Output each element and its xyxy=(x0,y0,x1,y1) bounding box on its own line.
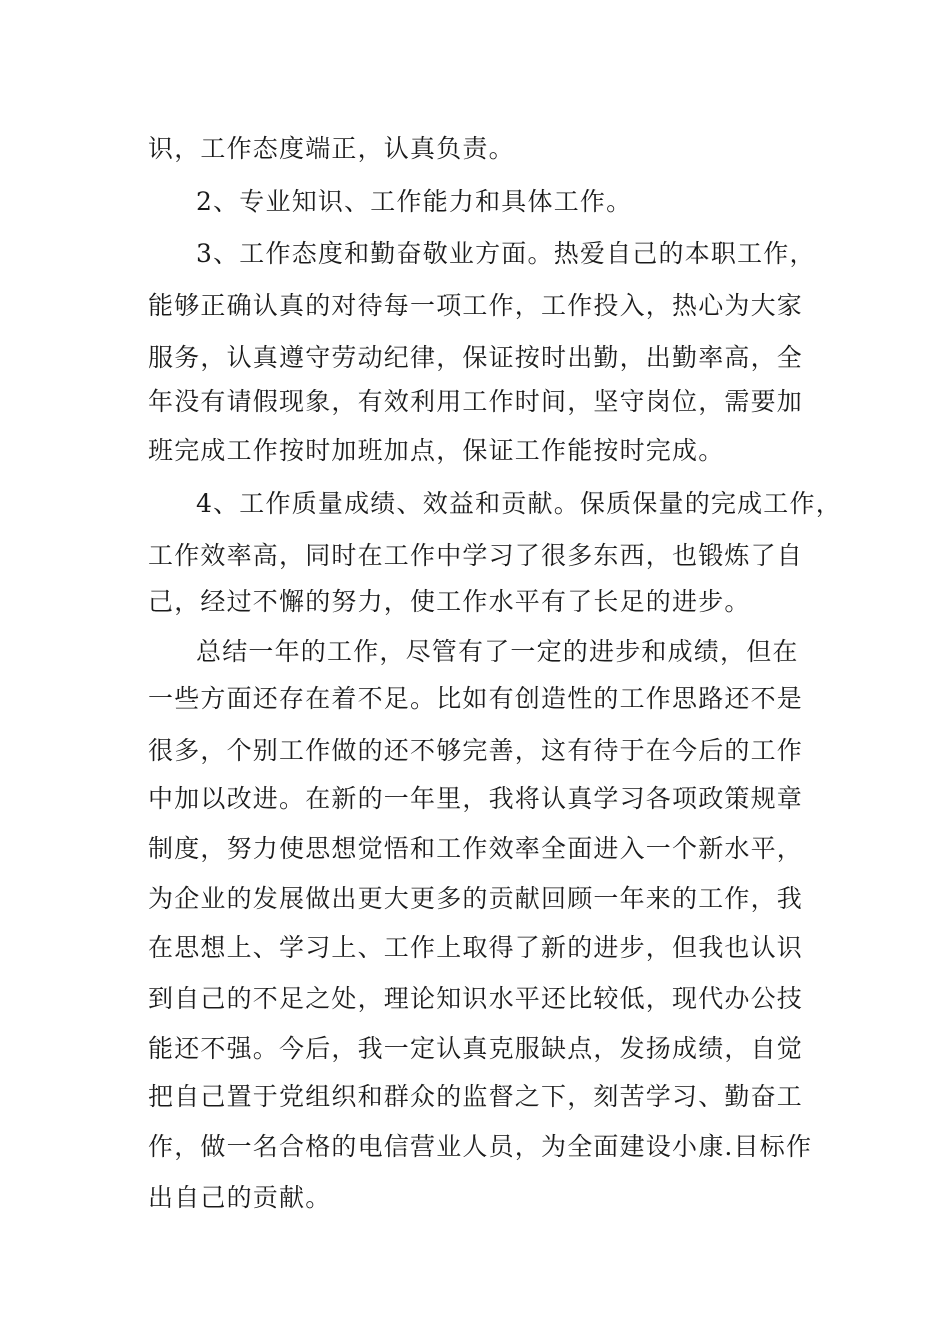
text-line: 制度，努力使思想觉悟和工作效率全面进入一个新水平， xyxy=(148,834,804,863)
text-line: 工作效率高，同时在工作中学习了很多东西，也锻炼了自 xyxy=(148,541,804,570)
text-line: 在思想上、学习上、工作上取得了新的进步，但我也认识 xyxy=(148,933,804,962)
text-line: 总结一年的工作，尽管有了一定的进步和成绩，但在 xyxy=(196,637,799,666)
text-line: 很多，个别工作做的还不够完善，这有待于在今后的工作 xyxy=(148,736,804,765)
text-line: 中加以改进。在新的一年里，我将认真学习各项政策规章 xyxy=(148,784,804,813)
text-line: 能够正确认真的对待每一项工作，工作投入，热心为大家 xyxy=(148,291,804,320)
text-line: 班完成工作按时加班加点，保证工作能按时完成。 xyxy=(148,436,725,465)
text-line: 出自己的贡献。 xyxy=(148,1183,332,1212)
text-line: 为企业的发展做出更大更多的贡献回顾一年来的工作，我 xyxy=(148,884,804,913)
text-line: 一些方面还存在着不足。比如有创造性的工作思路还不是 xyxy=(148,684,804,713)
text-line: 能还不强。今后，我一定认真克服缺点，发扬成绩，自觉 xyxy=(148,1034,804,1063)
text-line: 作，做一名合格的电信营业人员，为全面建设小康.目标作 xyxy=(148,1132,813,1161)
text-line: 把自己置于党组织和群众的监督之下，刻苦学习、勤奋工 xyxy=(148,1082,804,1111)
text-line: 己，经过不懈的努力，使工作水平有了长足的进步。 xyxy=(148,587,751,616)
text-line: 2、专业知识、工作能力和具体工作。 xyxy=(196,187,633,216)
text-line: 4、工作质量成绩、效益和贡献。保质保量的完成工作， xyxy=(196,489,842,518)
text-line: 年没有请假现象，有效利用工作时间，坚守岗位，需要加 xyxy=(148,387,804,416)
text-line: 到自己的不足之处，理论知识水平还比较低，现代办公技 xyxy=(148,984,804,1013)
text-line: 识，工作态度端正，认真负责。 xyxy=(148,134,515,163)
text-line: 服务，认真遵守劳动纪律，保证按时出勤，出勤率高，全 xyxy=(148,343,804,372)
text-line: 3、工作态度和勤奋敬业方面。热爱自己的本职工作， xyxy=(196,239,816,268)
